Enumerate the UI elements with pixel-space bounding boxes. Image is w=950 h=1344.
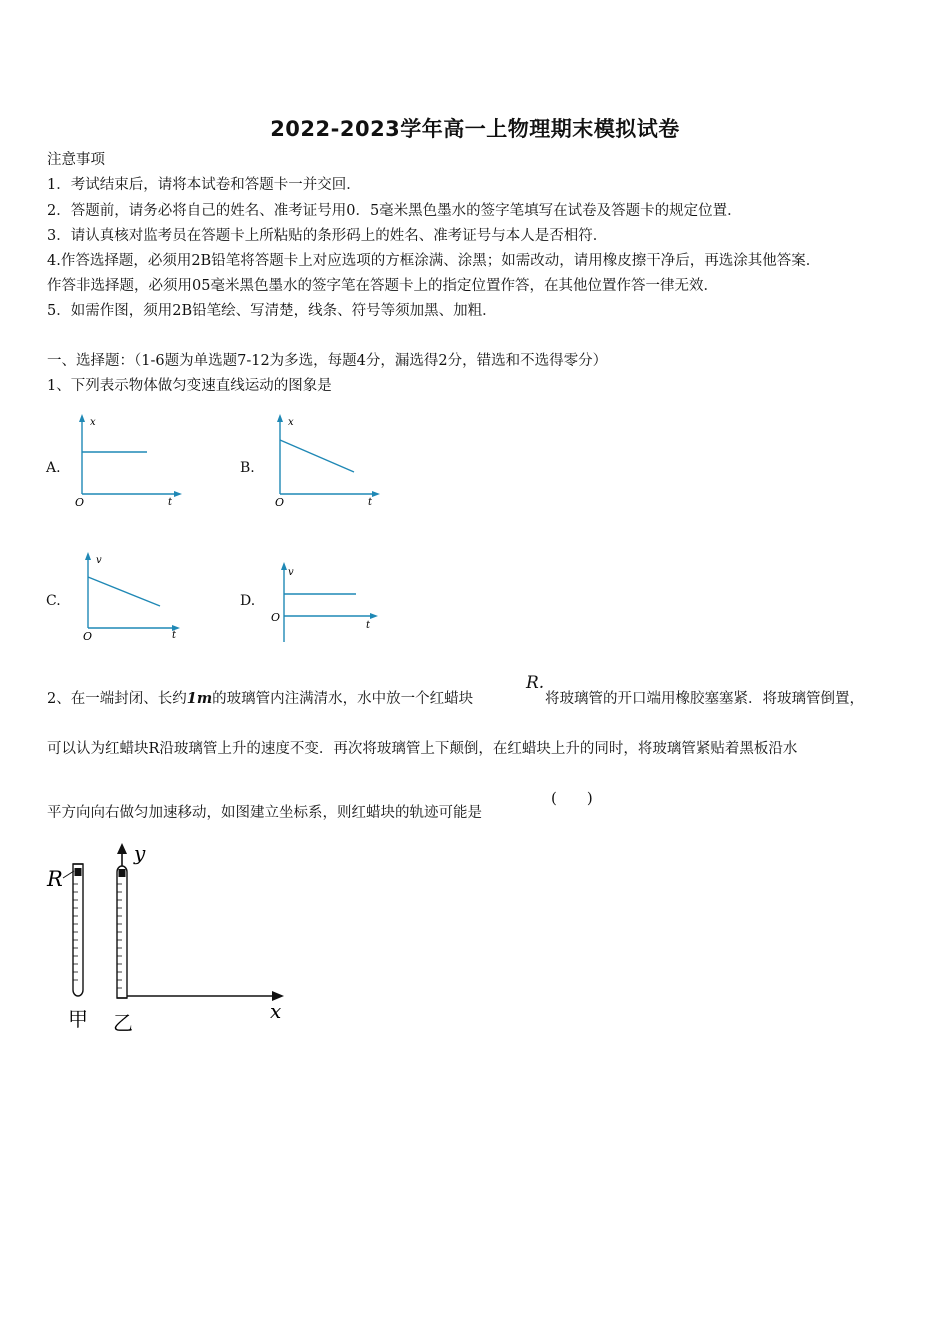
option-d-graph [268, 558, 388, 648]
y-axis-arrow [85, 552, 91, 560]
t-axis-label: t [172, 630, 177, 641]
notice-item-4: 4.作答选择题，必须用2B铅笔将答题卡上对应选项的方框涂满、涂黑；如需改动，请用橡皮擦干净后，再选涂其他答案． [47, 253, 821, 269]
notice-item-1: 1．考试结束后，请将本试卷和答题卡一并交回． [47, 177, 361, 193]
option-b-label: B. [240, 460, 255, 476]
graph-line [88, 577, 160, 606]
t-axis-arrow [174, 491, 182, 497]
tube-jia-label: 甲 [68, 1007, 88, 1031]
q2-length-value: 1m [186, 690, 213, 707]
t-axis-arrow [372, 491, 380, 497]
q2-figure [44, 838, 294, 1038]
q2-line-3: 平方向向右做匀加速移动，如图建立坐标系，则红蜡块的轨迹可能是 [47, 805, 482, 821]
origin-label: O [275, 496, 285, 509]
r-label: R [47, 867, 63, 891]
q2-r-symbol: R. [526, 673, 545, 693]
option-c-graph [76, 548, 196, 648]
y-axis-arrow [79, 414, 85, 422]
y-axis-arrow [281, 562, 287, 570]
y-axis-arrow [277, 414, 283, 422]
section-heading: 一、选择题：（1-6题为单选题7-12为多选，每题4分，漏选得2分，错选和不选得零分） [47, 353, 608, 369]
notice-item-4-cont: 作答非选择题，必须用05毫米黑色墨水的签字笔在答题卡上的指定位置作答，在其他位置作答一律无效． [47, 278, 718, 294]
x-label: x [270, 999, 282, 1023]
y-axis-label: x [288, 417, 294, 428]
tube-jia [73, 864, 83, 996]
red-block-jia [75, 868, 82, 876]
origin-label: O [75, 496, 85, 509]
origin-label: O [271, 611, 281, 624]
t-axis-arrow [370, 613, 378, 619]
q2-line-1-part-c: 的玻璃管内注满清水，水中放一个红蜡块 [212, 691, 474, 707]
y-axis-label: x [90, 417, 96, 428]
q1-stem: 1、下列表示物体做匀变速直线运动的图象是 [47, 378, 332, 394]
origin-label: O [83, 630, 93, 643]
q2-answer-bracket: ( ) [551, 789, 593, 807]
option-b-graph [268, 412, 388, 512]
tube-yi [117, 866, 127, 998]
q2-line-1-part-a: 2、在一端封闭、长约 [47, 691, 187, 707]
t-axis-label: t [168, 497, 173, 508]
option-d-label: D. [240, 593, 256, 609]
notice-heading: 注意事项 [47, 152, 105, 168]
red-block-yi [119, 869, 126, 877]
option-a-graph [70, 412, 190, 512]
t-axis-label: t [366, 620, 371, 631]
page-title: 2022-2023学年高一上物理期末模拟试卷 [270, 117, 680, 141]
option-a-label: A. [46, 460, 61, 476]
t-axis-label: t [368, 497, 373, 508]
y-axis-label: v [288, 567, 294, 578]
q2-line-1-part-d: 将玻璃管的开口端用橡胶塞塞紧．将玻璃管倒置， [545, 691, 864, 707]
notice-item-2: 2．答题前，请务必将自己的姓名、准考证号用0．5毫米黑色墨水的签字笔填写在试卷及答题卡的规定位置． [47, 203, 742, 219]
notice-item-5: 5．如需作图，须用2B铅笔绘、写清楚，线条、符号等须加黑、加粗． [47, 303, 497, 319]
y-axis-label: v [96, 555, 102, 566]
y-label: y [134, 841, 146, 865]
q2-line-1 [47, 687, 473, 708]
option-c-label: C. [46, 593, 61, 609]
y-axis-arrow [117, 843, 127, 854]
q2-line-2: 可以认为红蜡块R沿玻璃管上升的速度不变．再次将玻璃管上下颠倒，在红蜡块上升的同时，将玻璃管紧贴着黑板沿水 [47, 741, 798, 757]
graph-line [280, 440, 354, 472]
tube-yi-label: 乙 [113, 1011, 133, 1035]
notice-item-3: 3．请认真核对监考员在答题卡上所粘贴的条形码上的姓名、准考证号与本人是否相符． [47, 228, 608, 244]
